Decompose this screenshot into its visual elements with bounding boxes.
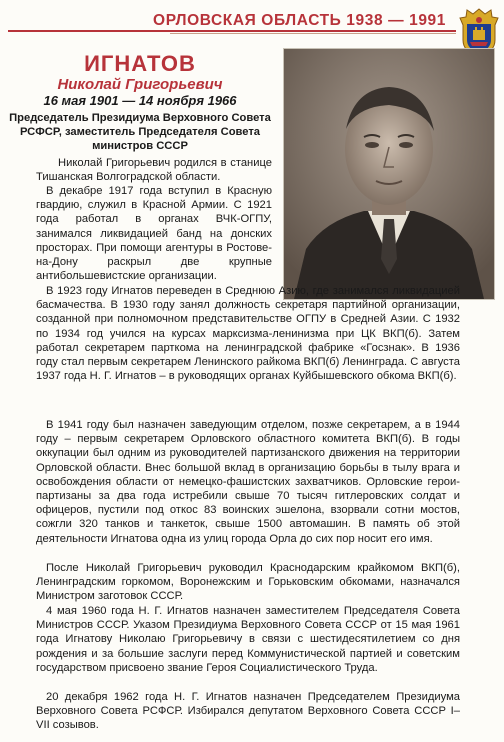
name-block (8, 52, 272, 153)
section-title: ОРЛОВСКАЯ ОБЛАСТЬ 1938 — 1991 (153, 12, 446, 29)
header-rule-thin (170, 33, 456, 34)
biography-paragraph-4: В 1941 году был назначен заведующим отделом, позже секретарем, а в 1944 году – первым секретарем Орловского областного комитета ВКП(б). В годы оккупации был одним из руководителей партизанского движения на территории Орловской области. Внес большой вклад в организацию борьбы в тылу врага и освобождения области от немецко-фашистских захватчиков. Орловские герои-партизаны за два года истребили свыше 70 тысяч гитлеровских солдат и офицеров, пустили под откос 83 воинских эшелона, взорвали сотни мостов, сожгли 320 танков и танкеток, свыше 1500 автомашин. В память об этой деятельности Игнатова одна из улиц города Орла до сих пор носит его имя. (36, 419, 460, 545)
biography-paragraph-6: 4 мая 1960 года Н. Г. Игнатов назначен заместителем Председателя Совета Министров СССР. Указом Президиума Верховного Совета СССР от 15 мая 1961 года Игнатову Николаю Григорьевичу в связи с шестидесятилетием со дня рождения и за большие заслуги перед Коммунистической партией и советским государством присвоено звание Героя Социалистического Труда. (36, 605, 460, 674)
person-dates: 16 мая 1901 — 14 ноября 1966 (43, 93, 237, 108)
biography-paragraph-2: В декабре 1917 года вступил в Красную гвардию, служил в Красной Армии. С 1921 года работал в органах ВЧК-ОГПУ, занимался ликвидацией банд на донских просторах. При помощи агентуры в Ростове-на-Дону раскрыл две крупные антибольшевистские организации. (36, 185, 272, 283)
portrait-photo (283, 48, 495, 300)
biography-paragraph-5: После Николай Григорьевич руководил Краснодарским крайкомом ВКП(б), Ленинградским горкомом, Воронежским и Горьковским обкомами, назначался Министром заготовок СССР. (36, 562, 460, 603)
biography-paragraph-3: В 1923 году Игнатов переведен в Среднюю Азию, где занимался ликвидацией басмачества. В 1930 году занял должность секретаря партийной организации, созданной при полномочном представительстве ОГПУ в Средней Азии. С 1932 по 1934 год учился на курсах марксизма-ленинизма при ЦК ВКП(б). Затем работал секретарем парткома на ленинградской фабрике «Госзнак». В 1936 году стал первым секретарем Ленинского райкома ВКП(б) Ленинграда. С августа 1937 года Н. Г. Игнатов – в руководящих органах Куйбышевского обкома ВКП(б). (36, 285, 460, 383)
person-surname: ИГНАТОВ (84, 51, 196, 76)
biography-paragraph-1: Николай Григорьевич родился в станице Тишанская Волгоградской области. (36, 157, 272, 184)
biography-paragraph-7: 20 декабря 1962 года Н. Г. Игнатов назначен Председателем Президиума Верховного Совета РСФСР. Избирался депутатом Верховного Совета СССР I–VII созывов. (36, 691, 460, 732)
person-position: Председатель Президиума Верховного Совета РСФСР, заместитель Председателя Совета министров СССР (9, 112, 271, 152)
person-given-name: Николай Григорьевич (57, 76, 223, 93)
header-rule (8, 30, 456, 32)
